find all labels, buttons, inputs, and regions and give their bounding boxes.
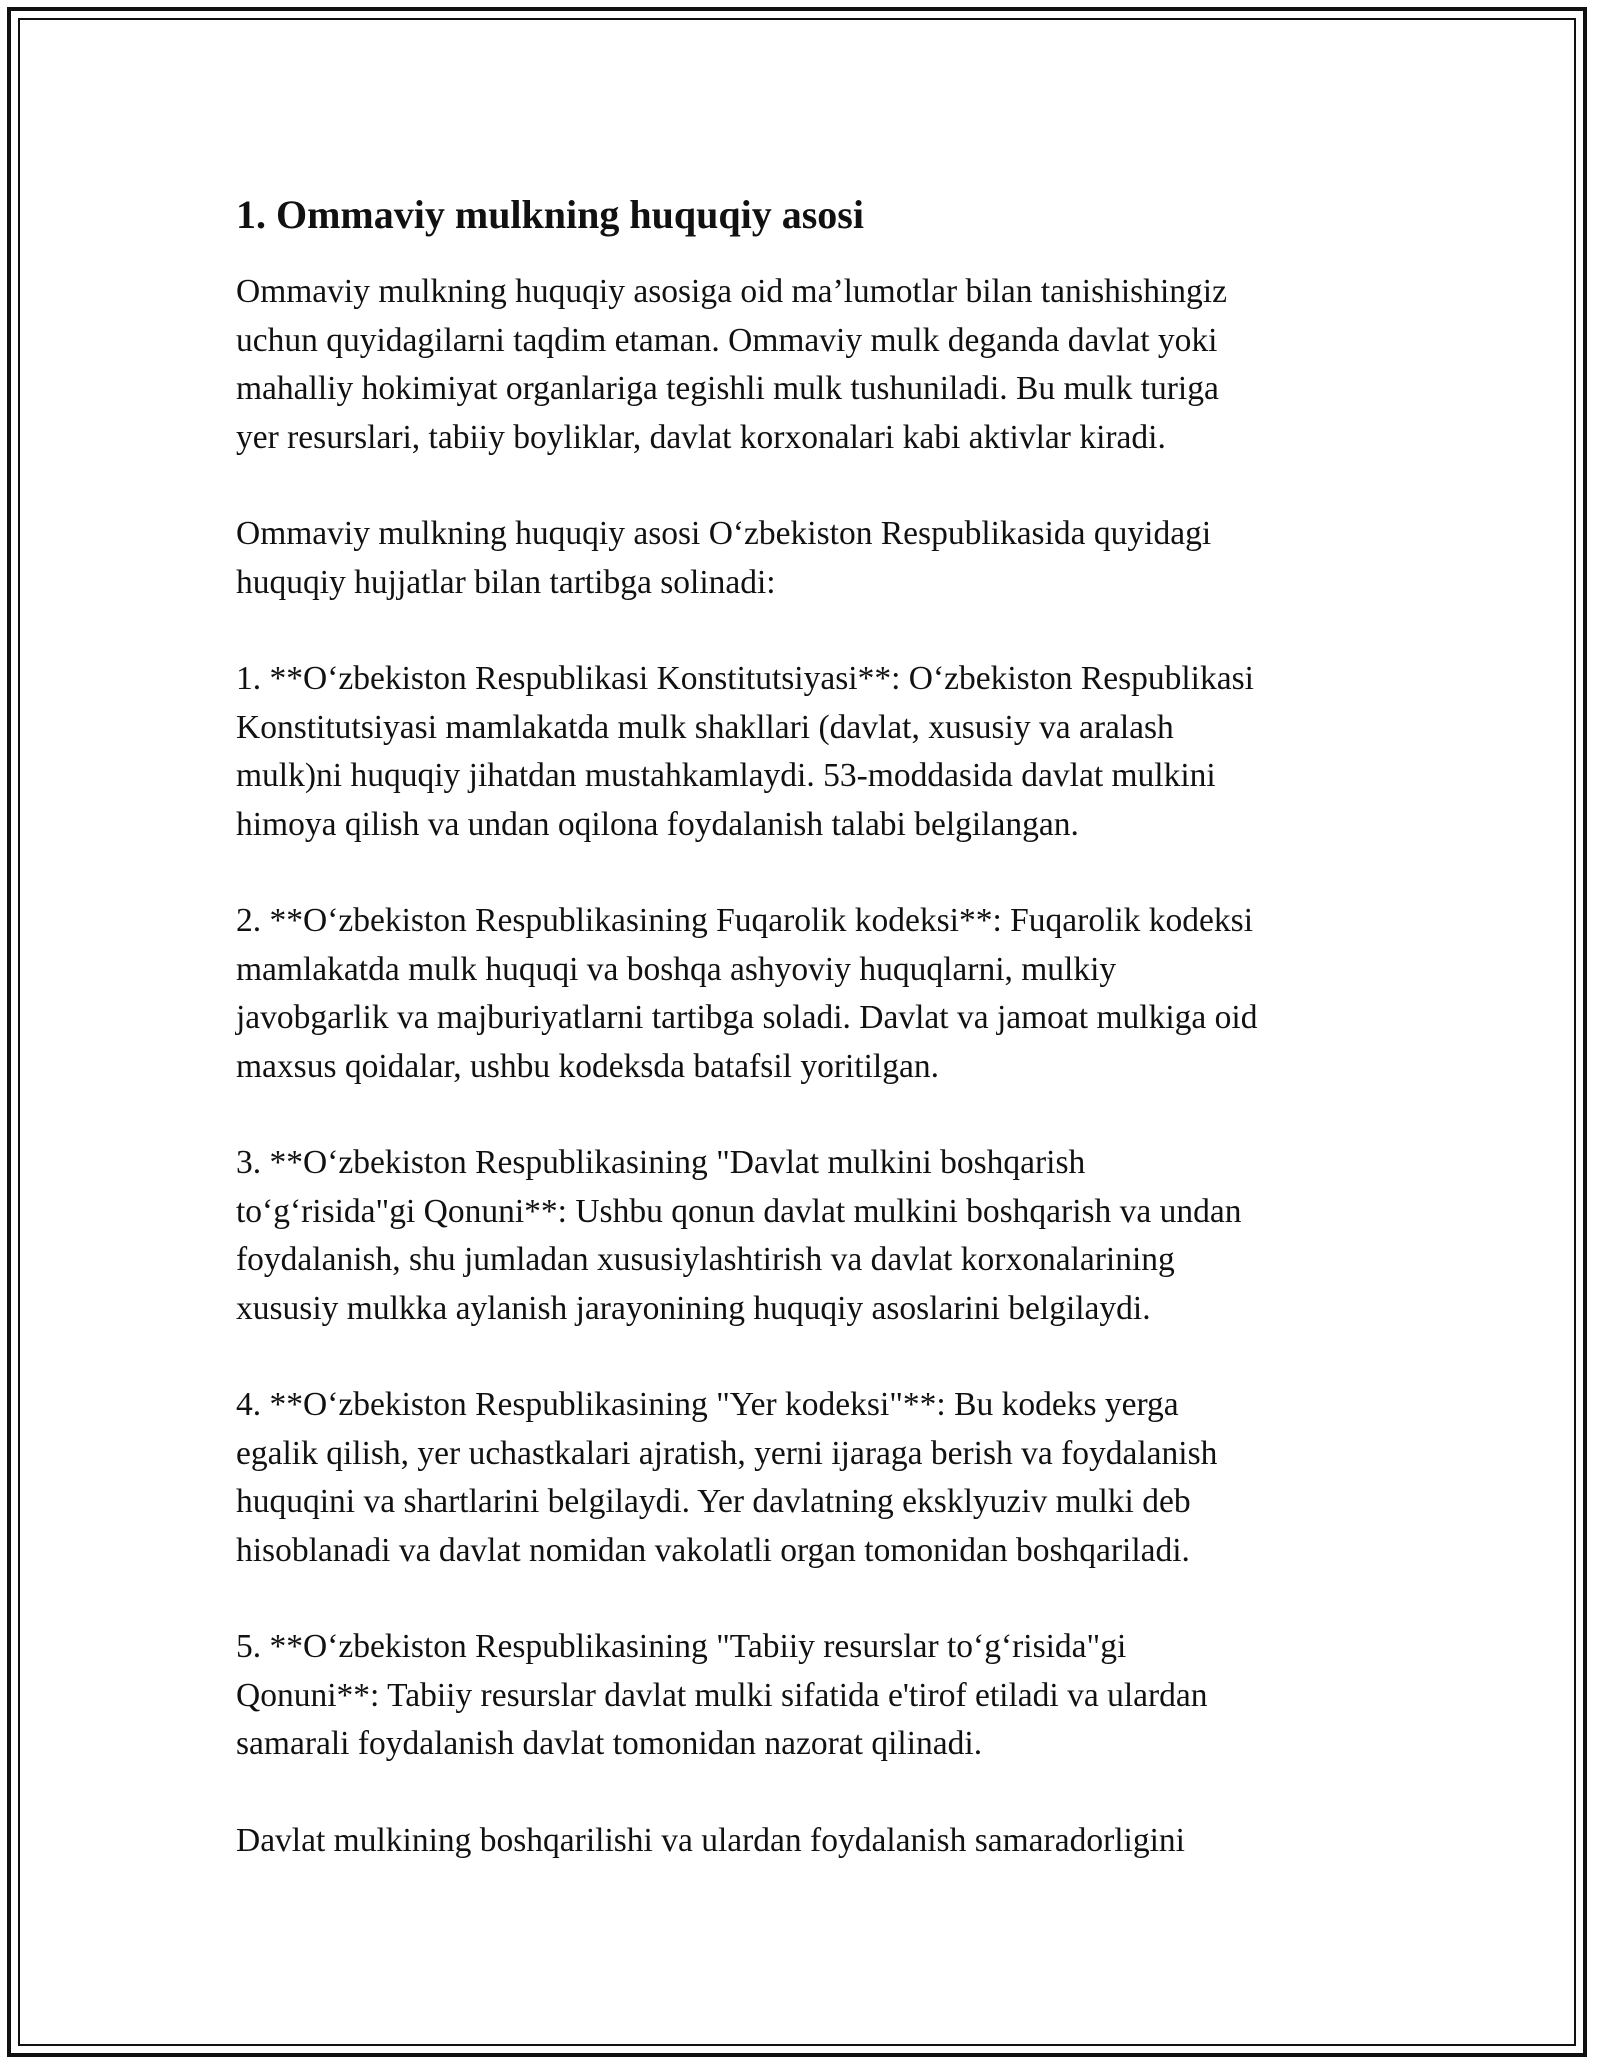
paragraph-intro: Ommaviy mulkning huquqiy asosiga oid ma’lumotlar bilan tanishishingiz uchun quyidagilarni taqdim etaman. Ommaviy mulk deganda davlat yoki mahalliy hokimiyat organlariga tegishli mulk tushuniladi. Bu mulk turiga yer resurslari, tabiiy boyliklar, davlat korxonalari kabi aktivlar kiradi. bbox=[236, 273, 1227, 456]
list-item-state-property-law: 3. **O‘zbekiston Respublikasining "Davlat mulkini boshqarish to‘g‘risida"gi Qonuni**: Ushbu qonun davlat mulkini boshqarish va undan foydalanish, shu jumladan xususiylashtirish va davlat korxonalarining xususiy mulkka aylanish jarayonining huquqiy asoslarini belgilaydi. bbox=[236, 1144, 1242, 1327]
document-body bbox=[236, 184, 1366, 1865]
list-item-civil-code: 2. **O‘zbekiston Respublikasining Fuqarolik kodeksi**: Fuqarolik kodeksi mamlakatda mulk huquqi va boshqa ashyoviy huquqlarni, mulkiy javobgarlik va majburiyatlarni tartibga soladi. Davlat va jamoat mulkiga oid maxsus qoidalar, ushbu kodeksda batafsil yoritilgan. bbox=[236, 902, 1258, 1085]
list-item-constitution: 1. **O‘zbekiston Respublikasi Konstitutsiyasi**: O‘zbekiston Respublikasi Konstitutsiyasi mamlakatda mulk shakllari (davlat, xususiy va aralash mulk)ni huquqiy jihatdan mustahkamlaydi. 53-moddasida davlat mulkini himoya qilish va undan oqilona foydalanish talabi belgilangan. bbox=[236, 660, 1254, 843]
section-heading: 1. Ommaviy mulkning huquqiy asosi bbox=[236, 192, 864, 237]
paragraph-legal-basis: Ommaviy mulkning huquqiy asosi O‘zbekiston Respublikasida quyidagi huquqiy hujjatlar bilan tartibga solinadi: bbox=[236, 515, 1212, 601]
paragraph-closing: Davlat mulkining boshqarilishi va ulardan foydalanish samaradorligini bbox=[236, 1821, 1185, 1859]
list-item-land-code: 4. **O‘zbekiston Respublikasining "Yer kodeksi"**: Bu kodeks yerga egalik qilish, yer uchastkalari ajratish, yerni ijaraga berish va foydalanish huquqini va shartlarini belgilaydi. Yer davlatning eksklyuziv mulki deb hisoblanadi va davlat nomidan vakolatli organ tomonidan boshqariladi. bbox=[236, 1386, 1218, 1569]
list-item-natural-resources-law: 5. **O‘zbekiston Respublikasining "Tabiiy resurslar to‘g‘risida"gi Qonuni**: Tabiiy resurslar davlat mulki sifatida e'tirof etiladi va ulardan samarali foydalanish davlat tomonidan nazorat qilinadi. bbox=[236, 1628, 1208, 1762]
